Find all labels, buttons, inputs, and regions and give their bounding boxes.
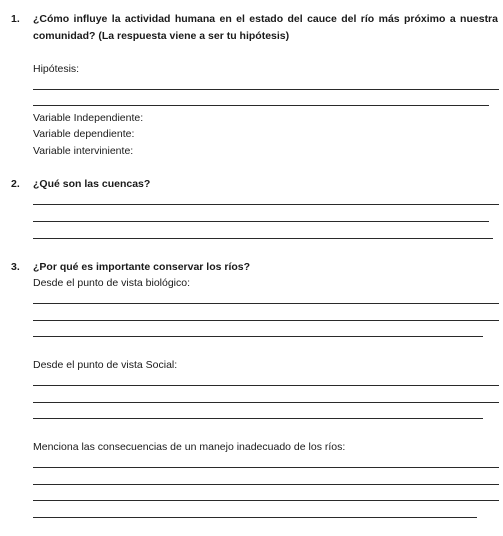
answer-line[interactable] [33,517,477,518]
answer-line[interactable] [33,467,499,468]
question-2-text: ¿Qué son las cuencas? [33,178,151,190]
answer-line[interactable] [33,204,499,205]
question-1-number: 1. [11,13,20,25]
answer-line[interactable] [33,221,489,222]
question-2-number: 2. [11,178,20,190]
variable-independent-label: Variable Independiente: [33,112,144,124]
biological-viewpoint-label: Desde el punto de vista biológico: [33,277,191,289]
answer-line[interactable] [33,89,499,90]
answer-line[interactable] [33,303,499,304]
question-3-number: 3. [11,261,20,273]
answer-line[interactable] [33,500,499,501]
question-3-text: ¿Por qué es importante conservar los ríos? [33,261,251,273]
answer-line[interactable] [33,336,483,337]
answer-line[interactable] [33,418,483,419]
question-1-text-line2: comunidad? (La respuesta viene a ser tu hipótesis) [33,30,290,42]
variable-intervening-label: Variable interviniente: [33,145,134,157]
answer-line[interactable] [33,402,499,403]
answer-line[interactable] [33,320,499,321]
answer-line[interactable] [33,105,489,106]
social-viewpoint-label: Desde el punto de vista Social: [33,359,178,371]
question-1-text-line1: ¿Cómo influye la actividad humana en el estado del cauce del río más próximo a nuestra [33,13,498,25]
answer-line[interactable] [33,238,493,239]
consequences-label: Menciona las consecuencias de un manejo inadecuado de los ríos: [33,441,346,453]
variable-dependent-label: Variable dependiente: [33,128,135,140]
answer-line[interactable] [33,385,499,386]
hypothesis-label: Hipótesis: [33,63,80,75]
answer-line[interactable] [33,484,499,485]
